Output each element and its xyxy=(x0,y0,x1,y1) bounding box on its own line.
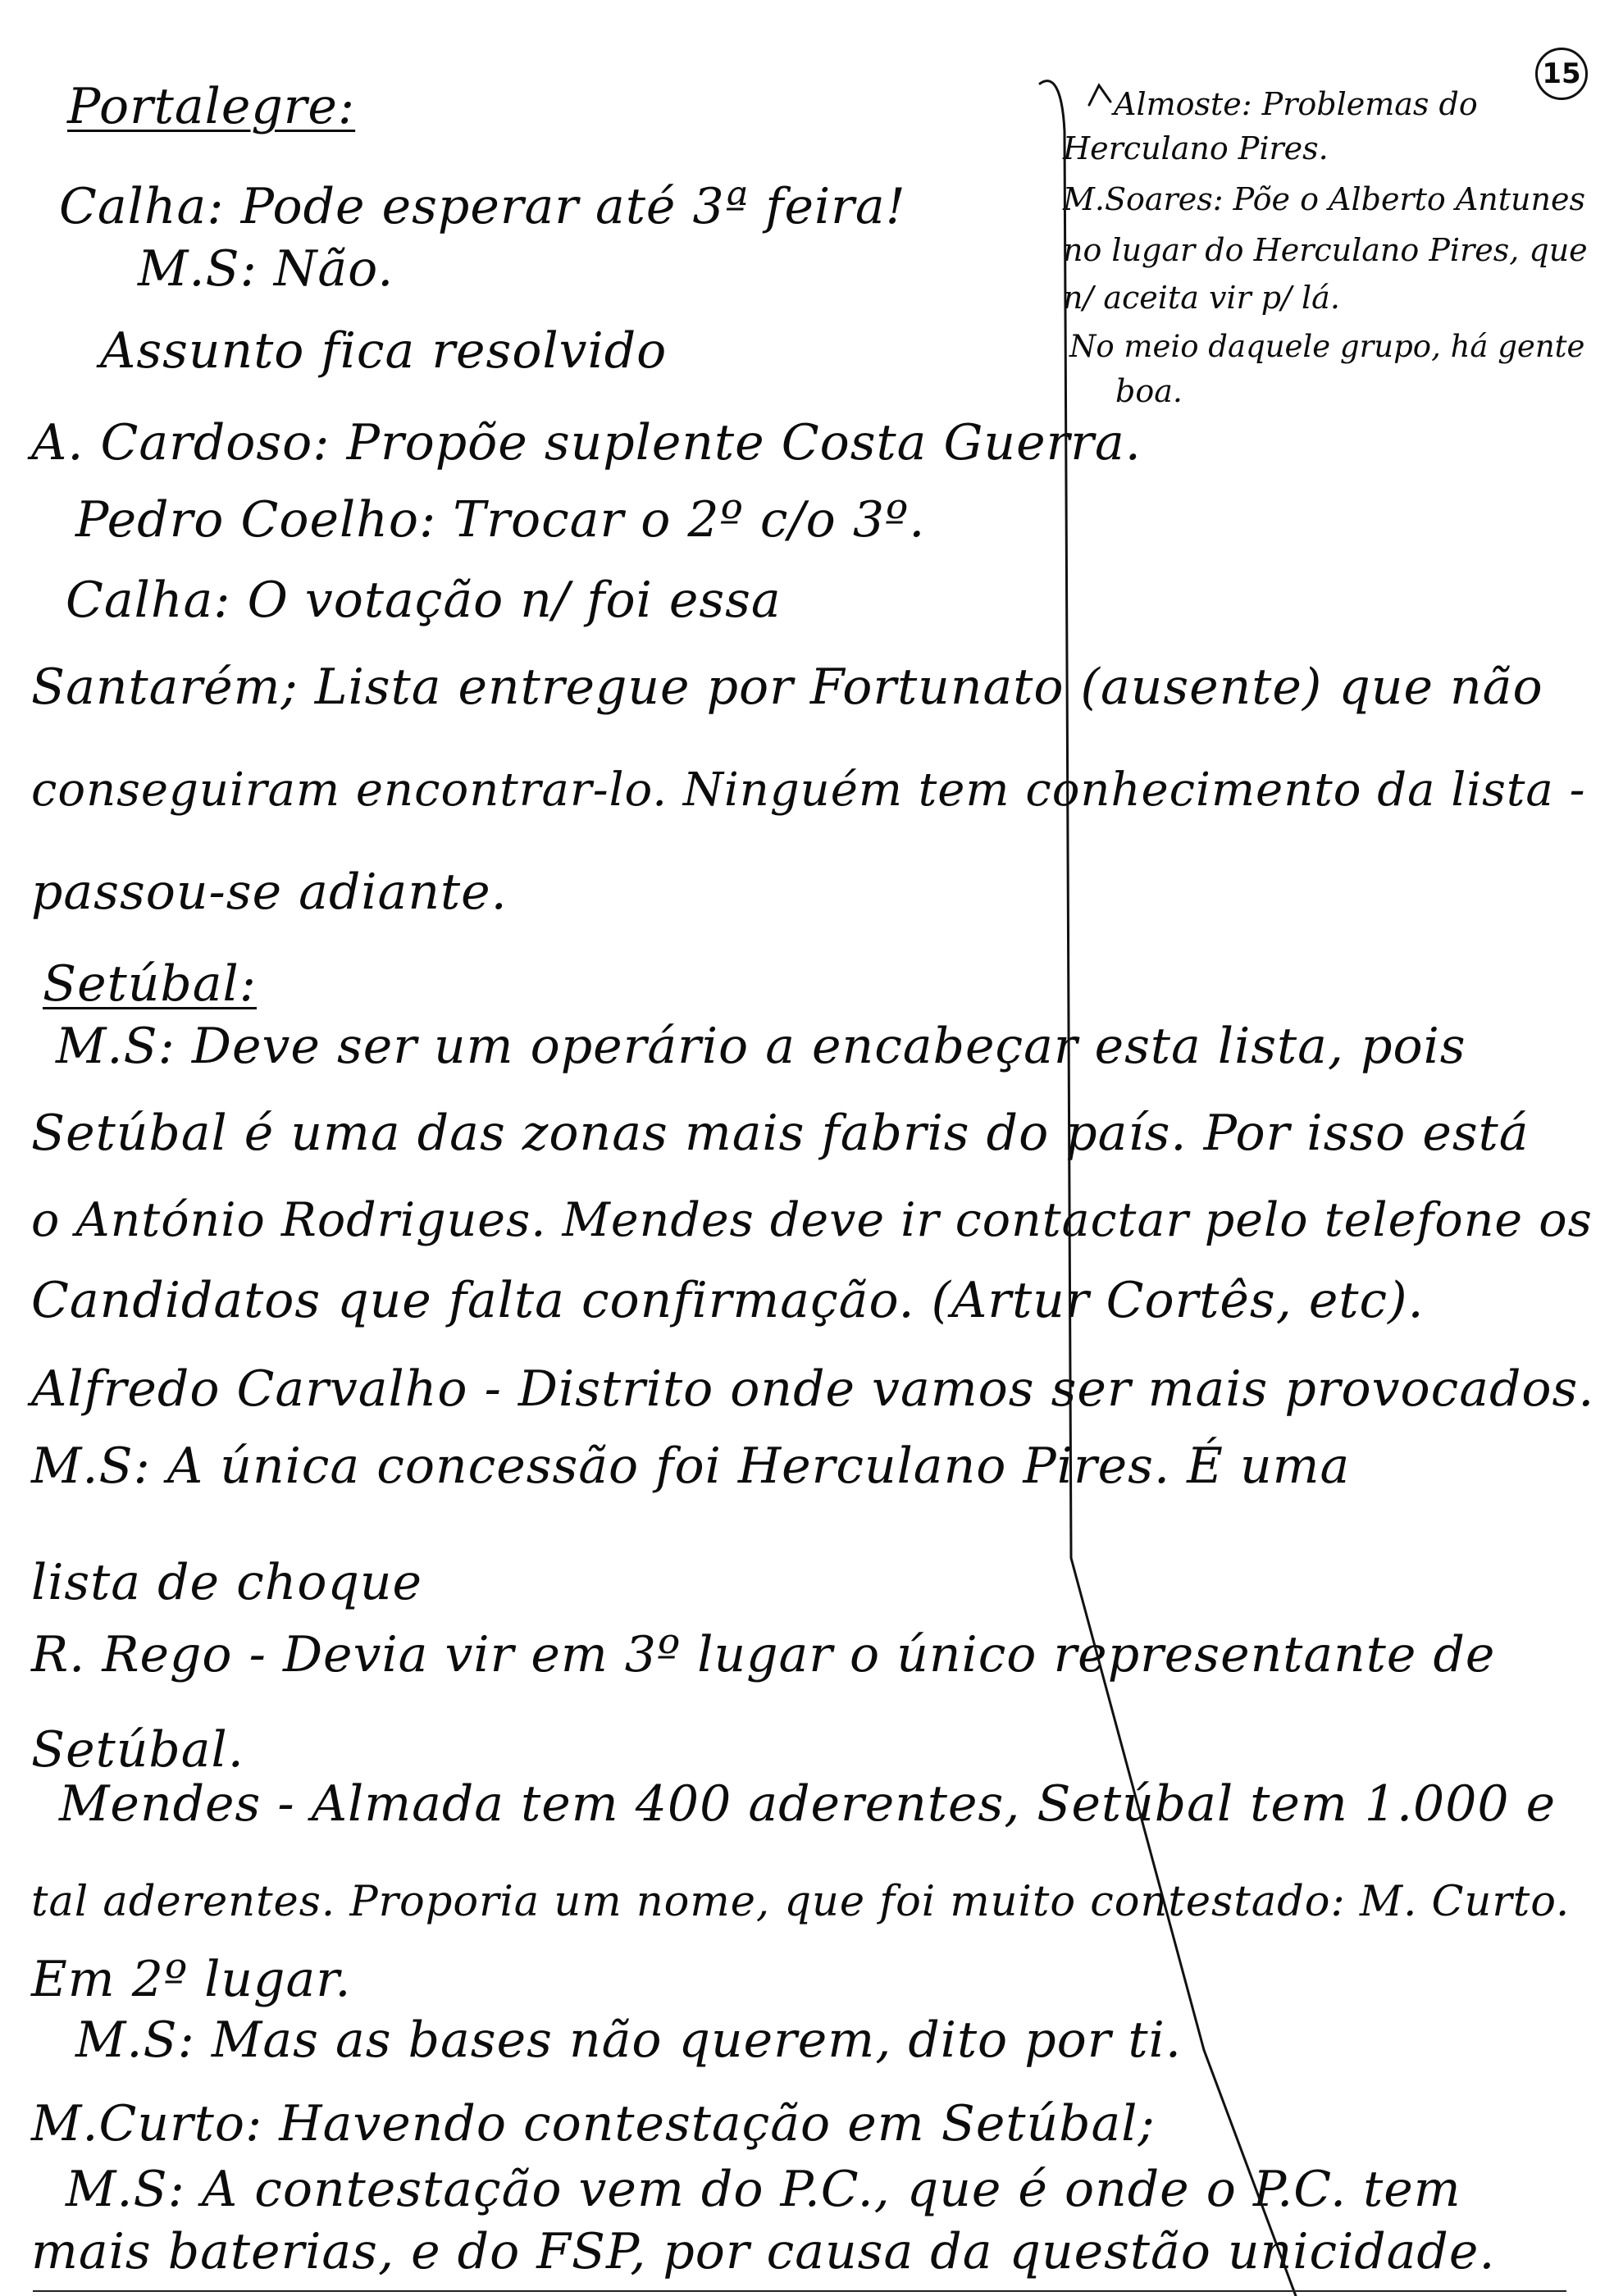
note-line: M.S: A contestação vem do P.C., que é onde o P.C. tem xyxy=(66,2161,1461,2218)
note-line: Alfredo Carvalho - Distrito onde vamos ser mais provocados. xyxy=(31,1360,1595,1418)
note-line: Em 2º lugar. xyxy=(31,1951,352,2008)
page-number: 15 xyxy=(1535,48,1588,100)
note-line: M.Curto: Havendo contestação em Setúbal; xyxy=(31,2095,1156,2152)
note-line: Setúbal. xyxy=(31,1721,244,1779)
note-line: passou-se adiante. xyxy=(31,863,508,921)
note-line: Calha: O votação n/ foi essa xyxy=(66,572,782,629)
note-line: M.S: A única concessão foi Herculano Pires. É uma xyxy=(31,1437,1351,1495)
margin-note-line: Almoste: Problemas do xyxy=(1114,86,1478,122)
note-line: lista de choque xyxy=(31,1554,423,1611)
heading-portalegre: Portalegre: xyxy=(67,78,356,135)
note-line: Mendes - Almada tem 400 aderentes, Setúbal tem 1.000 e xyxy=(59,1775,1557,1833)
margin-note-line: Herculano Pires. xyxy=(1063,130,1329,166)
note-line: mais baterias, e do FSP, por causa da questão unicidade. xyxy=(31,2223,1496,2280)
margin-note-line: boa. xyxy=(1115,373,1183,409)
note-line: o António Rodrigues. Mendes deve ir contactar pelo telefone os xyxy=(31,1193,1593,1247)
margin-note-line: No meio daquele grupo, há gente xyxy=(1069,329,1585,364)
note-line: Calha: Pode esperar até 3ª feira! xyxy=(59,178,906,235)
note-line: A. Cardoso: Propõe suplente Costa Guerra. xyxy=(31,414,1142,472)
margin-note-line: M.Soares: Põe o Alberto Antunes xyxy=(1063,181,1585,217)
margin-note-line: no lugar do Herculano Pires, que xyxy=(1063,232,1588,268)
note-line: M.S: Não. xyxy=(138,240,394,298)
note-line: Setúbal é uma das zonas mais fabris do país. Por isso está xyxy=(31,1105,1530,1162)
note-line: tal aderentes. Proporia um nome, que foi muito contestado: M. Curto. xyxy=(31,1878,1571,1926)
note-line: M.S: Mas as bases não querem, dito por ti. xyxy=(75,2011,1182,2069)
note-line: Assunto fica resolvido xyxy=(100,322,668,380)
note-line: M.S: Deve ser um operário a encabeçar esta lista, pois xyxy=(56,1018,1466,1075)
note-line: R. Rego - Devia vir em 3º lugar o único representante de xyxy=(31,1626,1496,1683)
note-line: conseguiram encontrar-lo. Ninguém tem conhecimento da lista - xyxy=(31,763,1586,817)
note-line: Pedro Coelho: Trocar o 2º c/o 3º. xyxy=(75,491,926,549)
heading-setubal: Setúbal: xyxy=(43,955,257,1013)
heading-santarem-line: Santarém; Lista entregue por Fortunato (ausente) que não xyxy=(31,658,1543,716)
margin-note-line: n/ aceita vir p/ lá. xyxy=(1063,280,1340,316)
note-line: Candidatos que falta confirmação. (Artur Cortês, etc). xyxy=(31,1272,1425,1329)
